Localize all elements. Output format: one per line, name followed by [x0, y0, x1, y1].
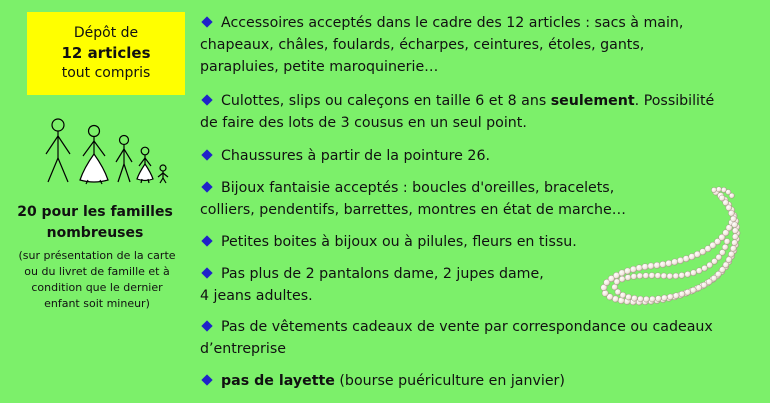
list-item [200, 316, 760, 360]
item-text: Bijoux fantaisie acceptés : boucles d'oreilles, bracelets, [221, 180, 615, 196]
diamond-bullet-icon [201, 94, 212, 105]
item-text: . Possibilité [634, 93, 715, 109]
diamond-bullet-icon [201, 374, 212, 385]
item-text: de faire des lots de 3 cousus en un seul point. [200, 115, 527, 131]
family-note [8, 248, 186, 312]
pearl-necklace-icon [596, 186, 766, 316]
item-text: chapeaux, châles, foulards, écharpes, ceintures, étoles, gants, [200, 37, 645, 53]
family-note-line: ou du livret de famille et à [24, 265, 170, 278]
list-item [200, 145, 760, 167]
family-note-line: condition que le dernier [31, 281, 163, 294]
item-text: Culottes [221, 93, 280, 109]
item-text: , slips ou caleçons en taille 6 et 8 ans [279, 93, 551, 109]
item-bold-text: seulement [550, 93, 635, 109]
family-title-line-2: nombreuses [46, 225, 144, 241]
item-text: Chaussures à partir de la pointure 26. [221, 148, 490, 164]
item-text: parapluies, petite maroquinerie… [200, 59, 439, 75]
family-title [0, 202, 190, 244]
family-note-line: enfant soit mineur) [44, 297, 150, 310]
diamond-bullet-icon [201, 320, 212, 331]
item-bold-text: pas de layette [221, 373, 335, 389]
diamond-bullet-icon [201, 235, 212, 246]
diamond-bullet-icon [201, 181, 212, 192]
depot-line-1: Dépôt de [73, 25, 139, 41]
list-item [200, 370, 760, 392]
diamond-bullet-icon [201, 16, 212, 27]
item-text: Pas plus de 2 pantalons dame, 2 jupes dame, [221, 266, 544, 282]
diamond-bullet-icon [201, 149, 212, 160]
list-item [200, 12, 760, 78]
family-note-line: (sur présentation de la carte [18, 249, 176, 262]
item-text: Accessoires acceptés dans le cadre des 12 articles : sacs à main, [221, 15, 684, 31]
depot-line-3: tout compris [61, 65, 151, 81]
item-text: Petites boites à bijoux ou à pilules, fleurs en tissu. [221, 234, 577, 250]
diamond-bullet-icon [201, 267, 212, 278]
item-text: (bourse puériculture en janvier) [334, 373, 565, 389]
item-text: 4 jeans adultes. [200, 288, 313, 304]
sidebar [0, 0, 190, 403]
stick-figure-family-icon [40, 118, 172, 186]
item-text: Pas de vêtements cadeaux de vente par correspondance ou cadeaux [221, 319, 713, 335]
depot-line-2: 12 articles [61, 44, 151, 62]
item-text: d’entreprise [200, 341, 286, 357]
depot-box [27, 12, 185, 95]
item-text: colliers, pendentifs, barrettes, montres en état de marche… [200, 202, 626, 218]
list-item [200, 90, 760, 134]
family-title-line-1: 20 pour les familles [17, 204, 173, 220]
